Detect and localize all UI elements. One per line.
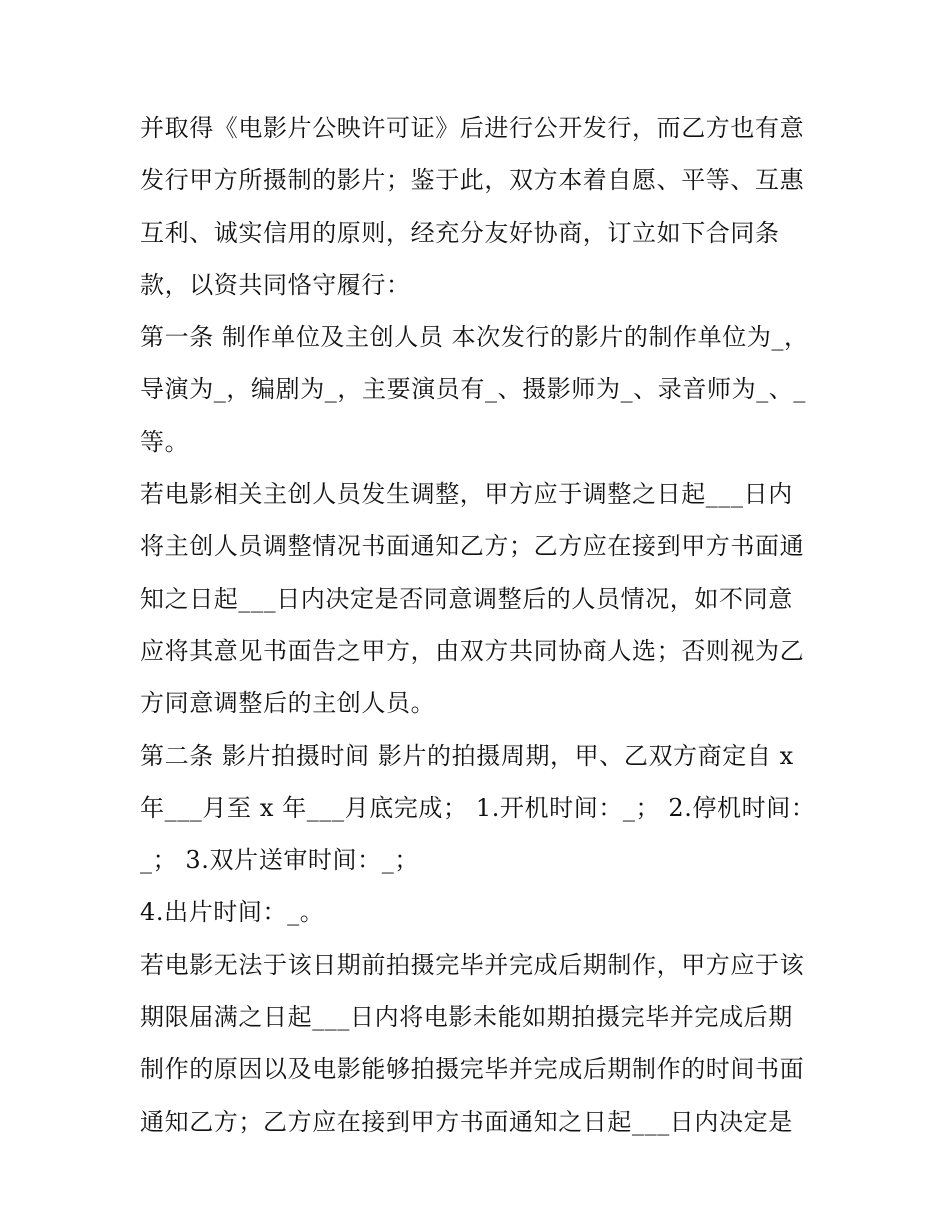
text-line: 通知乙方；乙方应在接到甲方书面通知之日起___日内决定是	[140, 1107, 793, 1136]
text-line: 导演为_，编剧为_，主要演员有_、摄影师为_、录音师为_、_	[140, 375, 806, 404]
text-line: 互利、诚实信用的原则，经充分友好协商，订立如下合同条	[140, 218, 780, 247]
document-body	[140, 102, 820, 1148]
text-line: 第二条 影片拍摄时间 影片的拍摄周期，甲、乙双方商定自 x	[140, 741, 794, 770]
text-line: 期限届满之日起___日内将电影未能如期拍摄完毕并完成后期	[140, 1003, 793, 1032]
text-line: 等。	[140, 427, 190, 456]
text-line: 发行甲方所摄制的影片；鉴于此，双方本着自愿、平等、互惠	[140, 166, 805, 195]
text-line: 将主创人员调整情况书面通知乙方；乙方应在接到甲方书面通	[140, 532, 805, 561]
text-line: 应将其意见书面告之甲方，由双方共同协商人选；否则视为乙	[140, 636, 805, 665]
text-line: 若电影相关主创人员发生调整，甲方应于调整之日起___日内	[140, 480, 793, 509]
text-line: 4.出片时间：_。	[140, 898, 325, 927]
text-line: 第一条 制作单位及主创人员 本次发行的影片的制作单位为_，	[140, 323, 809, 352]
text-line: 款，以资共同恪守履行：	[140, 270, 411, 299]
text-line: 并取得《电影片公映许可证》后进行公开发行，而乙方也有意	[140, 114, 805, 142]
text-line: _； 3.双片送审时间：_；	[140, 846, 419, 875]
text-line: 年___月至 x 年___月底完成； 1.开机时间：_； 2.停机时间：	[140, 793, 816, 822]
text-line: 若电影无法于该日期前拍摄完毕并完成后期制作，甲方应于该	[140, 950, 805, 979]
text-line: 方同意调整后的主创人员。	[140, 689, 436, 718]
text-line: 知之日起___日内决定是否同意调整后的人员情况，如不同意	[140, 584, 793, 613]
text-line: 制作的原因以及电影能够拍摄完毕并完成后期制作的时间书面	[140, 1055, 805, 1084]
